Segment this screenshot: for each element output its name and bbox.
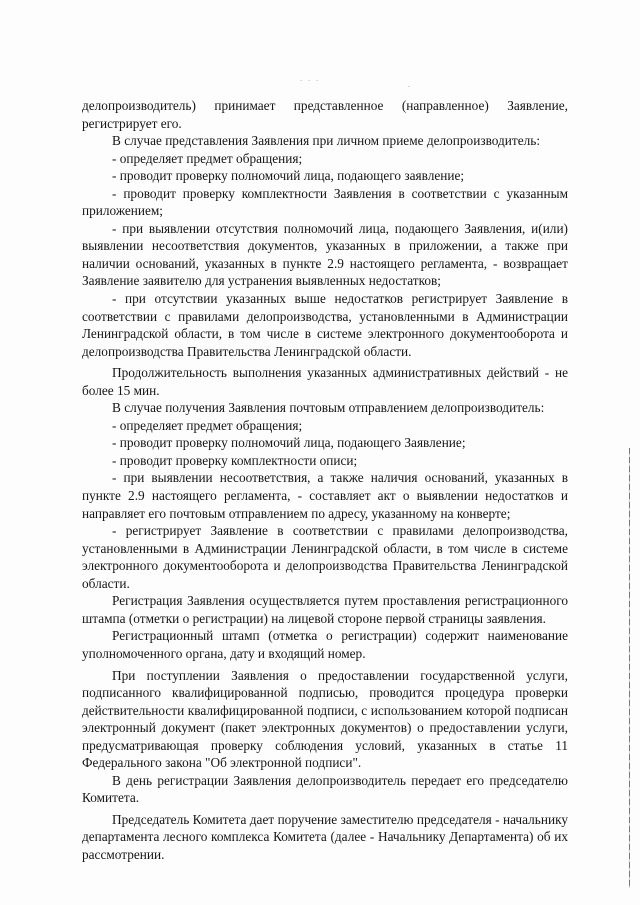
paragraph: В случае получения Заявления почтовым отправлением делопроизводитель: <box>112 400 545 416</box>
list-item: - проводит проверку комплектности описи; <box>112 452 358 468</box>
paragraph: делопроизводитель) принимает представленное (направленное) Заявление, регистрирует его. <box>82 98 568 131</box>
paragraph: В день регистрации Заявления делопроизводитель передает его председателю Комитета. <box>82 772 568 806</box>
paragraph: Продолжительность выполнения указанных административных действий - не более 15 мин. <box>82 365 568 398</box>
paragraph: Регистрационный штамп (отметка о регистрации) содержит наименование уполномоченного органа, дату и входящий номер. <box>82 628 568 661</box>
document-body <box>82 97 568 864</box>
list-item: - при отсутствии указанных выше недостатков регистрирует Заявление в соответствии с правилами делопроизводства, установленными в Администрации Ленинградской области, в том числе в системе электронного документооборота и делопроизводства Правительства Ленинградской области. <box>82 291 568 359</box>
paragraph: Председатель Комитета дает поручение заместителю председателя - начальнику департамента лесного комплекса Комитета (далее - Начальнику Департамента) об их рассмотрении. <box>82 811 568 862</box>
list-item: - регистрирует Заявление в соответствии с правилами делопроизводства, установленными в Администрации Ленинградской области, в том числе в системе электронного документооборота и делопроизводства Правительства Ленинградской области. <box>82 523 568 591</box>
list-item: - при выявлении несоответствия, а также наличия оснований, указанных в пункте 2.9 настоящего регламента, - составляет акт о выявлении недостатков и направляет его почтовым отправлением по адресу, указанному на конверте; <box>82 470 568 521</box>
scan-artifact: . . . <box>300 74 320 83</box>
paragraph: В случае представления Заявления при личном приеме делопроизводитель: <box>112 133 541 149</box>
list-item: - определяет предмет обращения; <box>112 150 303 166</box>
list-item: - при выявлении отсутствия полномочий лица, подающего Заявления, и(или) выявлении несоответствия документов, указанных в приложении, а также при наличии оснований, указанных в пункте 2.9 настоящего регламента, - возвращает Заявление заявителю для устранения выявленных недостатков; <box>82 220 568 289</box>
list-item: - определяет предмет обращения; <box>112 417 303 433</box>
paragraph: Регистрация Заявления осуществляется путем проставления регистрационного штампа (отметки о регистрации) на лицевой стороне первой страницы заявления. <box>82 593 568 626</box>
paragraph: При поступлении Заявления о предоставлении государственной услуги, подписанного квалифицированной подписью, проводится процедура проверки действительности квалифицированной подписи, с использованием которой подписан электронный документ (пакет электронных документов) о предоставлении услуги, предусматривающая проверку соблюдения условий, указанных в статье 11 Федерального закона "Об электронной подписи". <box>82 667 568 771</box>
scan-edge-line <box>629 448 630 888</box>
scan-artifact: . <box>408 80 410 89</box>
list-item: - проводит проверку полномочий лица, подающего заявление; <box>112 168 465 184</box>
list-item: - проводит проверку комплектности Заявления в соответствии с указанным приложением; <box>82 185 568 219</box>
list-item: - проводит проверку полномочий лица, подающего Заявление; <box>112 435 466 451</box>
